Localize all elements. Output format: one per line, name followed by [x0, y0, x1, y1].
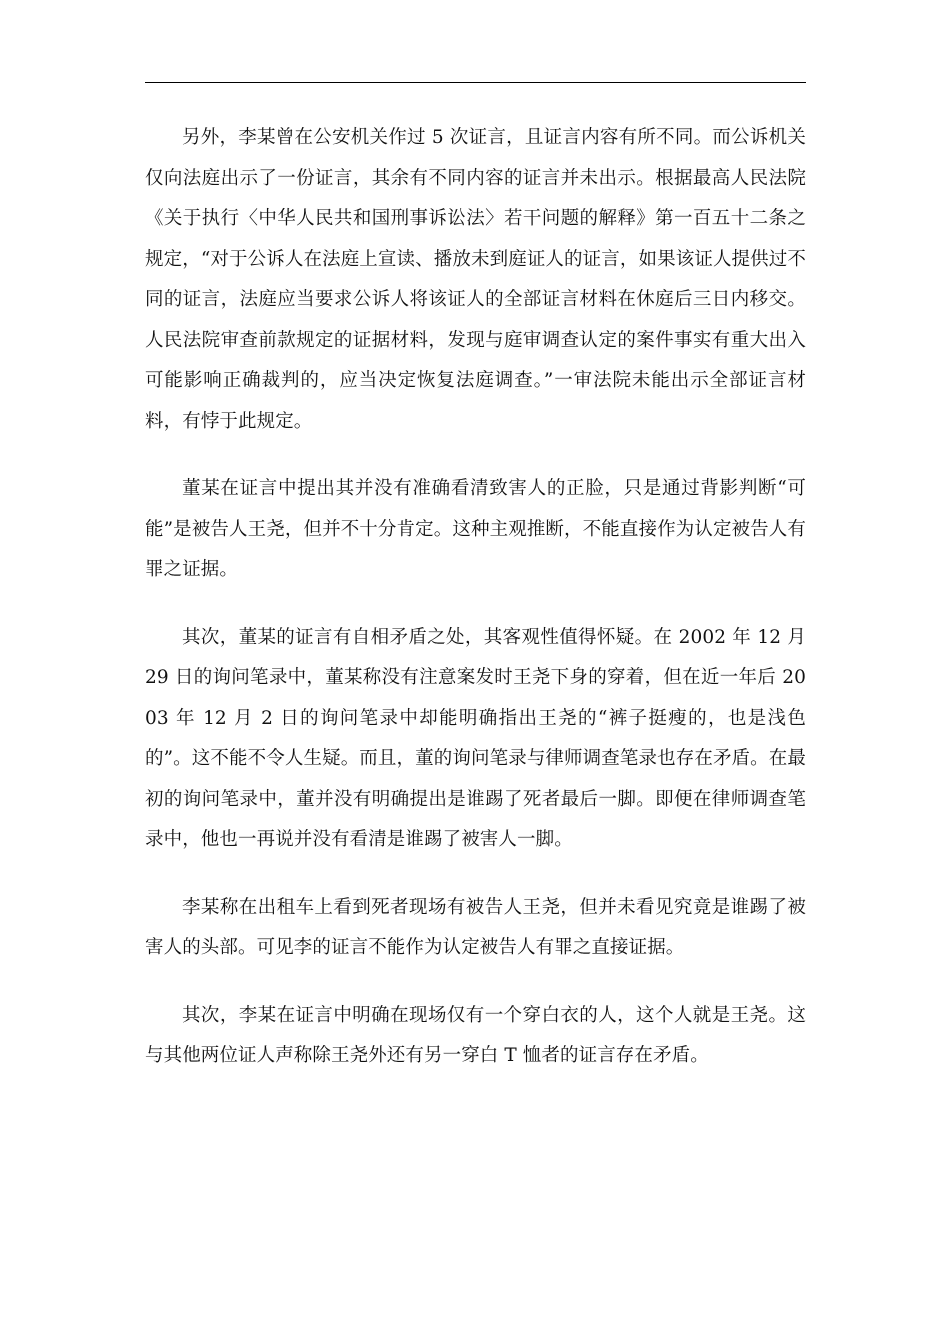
- paragraph-1: 另外，李某曾在公安机关作过 5 次证言，且证言内容有所不同。而公诉机关仅向法庭出示了一份证言，其余有不同内容的证言并未出示。根据最高人民法院《关于执行〈中华人民共和国刑事诉讼法〉若干问题的解释》第一百五十二条之规定，“对于公诉人在法庭上宣读、播放未到庭证人的证言，如果该证人提供过不同的证言，法庭应当要求公诉人将该证人的全部证言材料在休庭后三日内移交。人民法院审查前款规定的证据材料，发现与庭审调查认定的案件事实有重大出入可能影响正确裁判的，应当决定恢复法庭调查。”一审法院未能出示全部证言材料，有悖于此规定。: [145, 127, 806, 432]
- paragraph-3: 其次，董某的证言有自相矛盾之处，其客观性值得怀疑。在 2002 年 12 月 29 日的询问笔录中，董某称没有注意案发时王尧下身的穿着，但在近一年后 2003 年 12 月 2 日的询问笔录中却能明确指出王尧的“裤子挺瘦的，也是浅色的”。这不能不令人生疑。而且，董的询问笔录与律师调查笔录也存在矛盾。在最初的询问笔录中，董并没有明确提出是谁踢了死者最后一脚。即便在律师调查笔录中，他也一再说并没有看清是谁踢了被害人一脚。: [145, 626, 806, 850]
- header-rule: [145, 82, 806, 83]
- paragraph-5: 其次，李某在证言中明确在现场仅有一个穿白衣的人，这个人就是王尧。这与其他两位证人声称除王尧外还有另一穿白 T 恤者的证言存在矛盾。: [145, 1004, 806, 1066]
- paragraph-4: 李某称在出租车上看到死者现场有被告人王尧，但并未看见究竟是谁踢了被害人的头部。可见李的证言不能作为认定被告人有罪之直接证据。: [145, 896, 806, 958]
- paragraph-2: 董某在证言中提出其并没有准确看清致害人的正脸，只是通过背影判断“可能”是被告人王尧，但并不十分肯定。这种主观推断，不能直接作为认定被告人有罪之证据。: [145, 478, 806, 580]
- document-body: [145, 118, 806, 1104]
